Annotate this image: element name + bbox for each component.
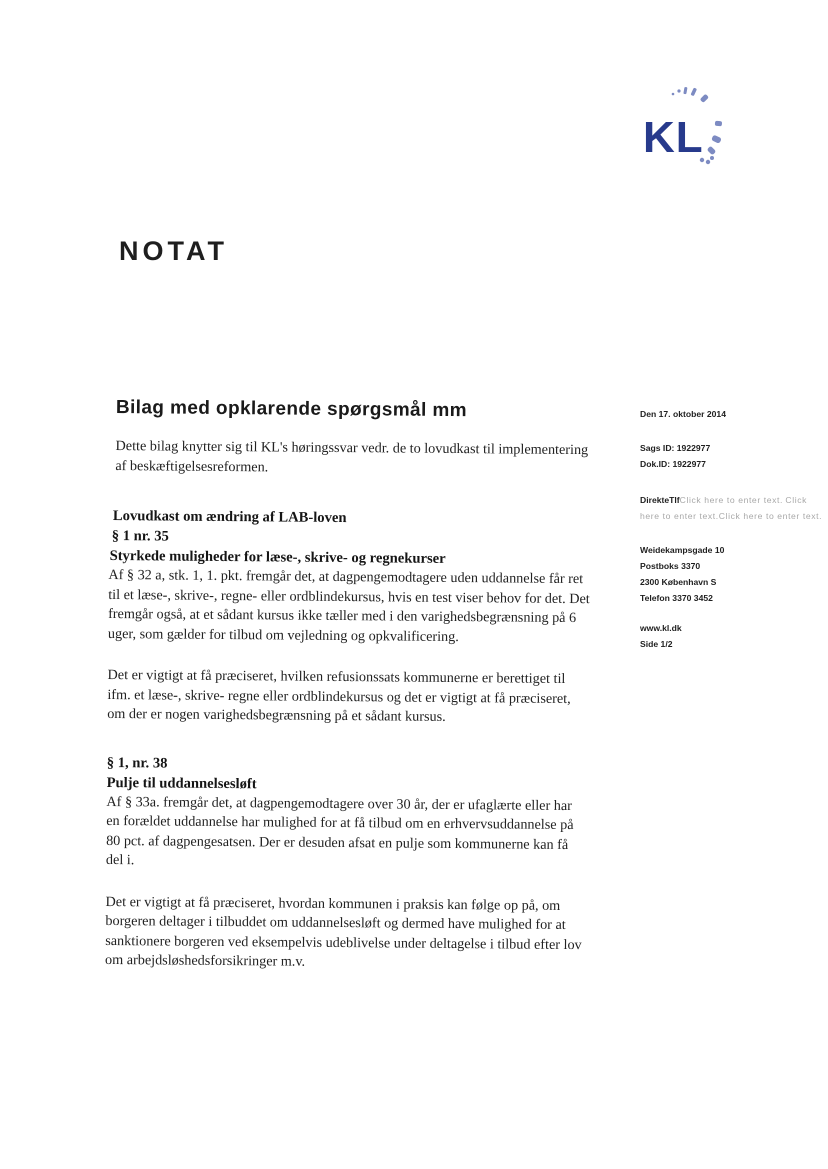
law-heading: Lovudkast om ændring af LAB-loven xyxy=(112,508,347,527)
intro-paragraph: Dette bilag knytter sig til KL's høringssvar vedr. de to lovudkast til implementering af beskæftigelsesreformen. xyxy=(115,438,589,475)
website-link[interactable]: www.kl.dk xyxy=(640,623,682,633)
document-title: Bilag med opklarende spørgsmål mm xyxy=(115,397,468,422)
document-date: Den 17. oktober 2014 xyxy=(640,409,726,419)
placeholder-text[interactable]: Click here to enter text. xyxy=(679,495,784,505)
section-paragraph: Det er vigtigt at få præciseret, hvilken refusionssats kommunerne er berettiget til ifm. et læse-, skrive- regne eller ordblindekursus og det er vigtigt at få præciseret, om der er nogen varighedsbegrænsning på et sådant kursus. xyxy=(107,666,571,725)
section-heading: Pulje til uddannelsesløft xyxy=(106,774,257,792)
section-paragraph: Af § 33a. fremgår det, at dagpengemodtagere over 30 år, der er ufaglærte eller har en forældet uddannelse har mulighed for at få tilbud om en erhvervsuddannelse på 80 pct. af dagpengesatsen. Der er desuden afsat en pulje som kommunerne kan få del i. xyxy=(105,793,574,869)
direct-phone-label: DirekteTlf xyxy=(640,495,680,505)
case-id: Sags ID: 1922977 xyxy=(640,443,711,453)
page-number: Side 1/2 xyxy=(640,639,673,649)
document-type-heading: NOTAT xyxy=(119,236,228,266)
address-city: 2300 København S xyxy=(640,577,717,587)
placeholder-text[interactable]: Click here to enter text.Click here to enter text. xyxy=(640,495,823,521)
main-content xyxy=(105,397,592,975)
address-box: Postboks 3370 xyxy=(640,561,701,571)
logo-text: KL xyxy=(643,113,704,162)
document-id: Dok.ID: 1922977 xyxy=(640,459,706,469)
document-sidebar xyxy=(640,406,825,652)
address-street: Weidekampsgade 10 xyxy=(640,545,725,555)
direct-phone-field xyxy=(640,492,825,524)
section-heading: Styrkede muligheder for læse-, skrive- og regnekurser xyxy=(109,548,446,567)
section-reference: § 1 nr. 35 xyxy=(111,528,169,545)
section-reference: § 1, nr. 38 xyxy=(106,754,168,772)
phone-number: Telefon 3370 3452 xyxy=(640,593,713,603)
section-paragraph: Det er vigtigt at få præciseret, hvordan kommunen i praksis kan følge op på, om borgeren deltager i tilbuddet om uddannelsesløft og dermed have mulighed for at sanktionere borgeren ved eksempelvis udeblivelse under deltagelse i tilbud efter lov om arbejdsløshedsforsikringer m.v. xyxy=(105,893,582,970)
kl-logo xyxy=(640,84,740,174)
section-paragraph: Af § 32 a, stk. 1, 1. pkt. fremgår det, at dagpengemodtagere uden uddannelse får ret til et læse-, skrive-, regne- eller ordblindekursus, hvis en test viser behov for det. Det fremgår også, at et sådant kursus ikke tæller med i den varighedsbegrænsning på 6 uger, som gælder for tilbud om vejledning og opkvalificering. xyxy=(107,566,590,645)
